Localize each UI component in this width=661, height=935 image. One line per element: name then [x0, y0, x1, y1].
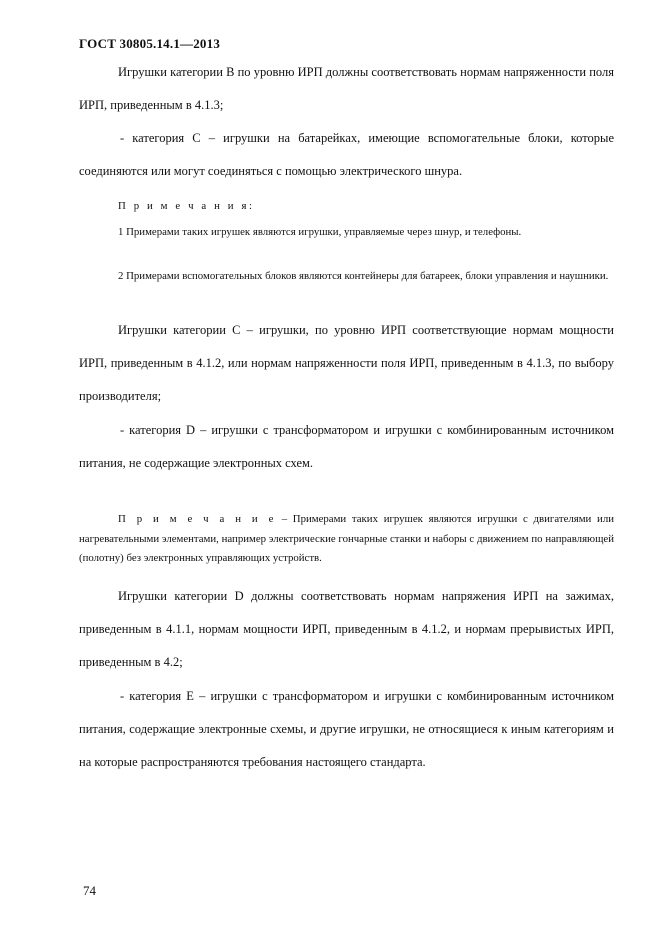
paragraph-category-d-requirements: Игрушки категории D должны соответствовать нормам напряжения ИРП на зажимах, приведенным в 4.1.1, нормам мощности ИРП, приведенным в 4.1.2, и нормам прерывистых ИРП, приведенным в 4.2; [79, 589, 614, 669]
note-category-d [79, 510, 614, 569]
page-number: 74 [83, 883, 96, 898]
standard-header: ГОСТ 30805.14.1—2013 [79, 36, 221, 51]
paragraph-category-c-requirements: Игрушки категории C – игрушки, по уровню ИРП соответствующие нормам мощности ИРП, приведенным в 4.1.2, или нормам напряженности поля ИРП, приведенным в 4.1.3, по выбору производителя; [79, 323, 614, 403]
paragraph-category-d-definition: - категория D – игрушки с трансформатором и игрушки с комбинированным источником питания, не содержащие электронных схем. [79, 423, 614, 470]
notes-heading: П р и м е ч а н и я: [118, 200, 255, 212]
note-label: П р и м е ч а н и е [118, 513, 276, 525]
note-2: 2 Примерами вспомогательных блоков являются контейнеры для батареек, блоки управления и наушники. [118, 270, 609, 282]
paragraph-category-b-requirements: Игрушки категории B по уровню ИРП должны соответствовать нормам напряженности поля ИРП, приведенным в 4.1.3; [79, 65, 614, 112]
note-1: 1 Примерами таких игрушек являются игрушки, управляемые через шнур, и телефоны. [118, 226, 522, 238]
note-text: – Примерами таких игрушек являются игрушки с двигателями или нагревательными элементами, например электрические гончарные станки и наборы с движением по направляющей (полотну) без электронных управляющих устройств. [79, 513, 614, 564]
paragraph-category-c-definition: - категория C – игрушки на батарейках, имеющие вспомогательные блоки, которые соединяются или могут соединяться с помощью электрического шнура. [79, 131, 614, 178]
paragraph-category-e-definition: - категория E – игрушки с трансформатором и игрушки с комбинированным источником питания, содержащие электронные схемы, и другие игрушки, не относящиеся к иным категориям и на которые распространяются требования настоящего стандарта. [79, 689, 614, 769]
